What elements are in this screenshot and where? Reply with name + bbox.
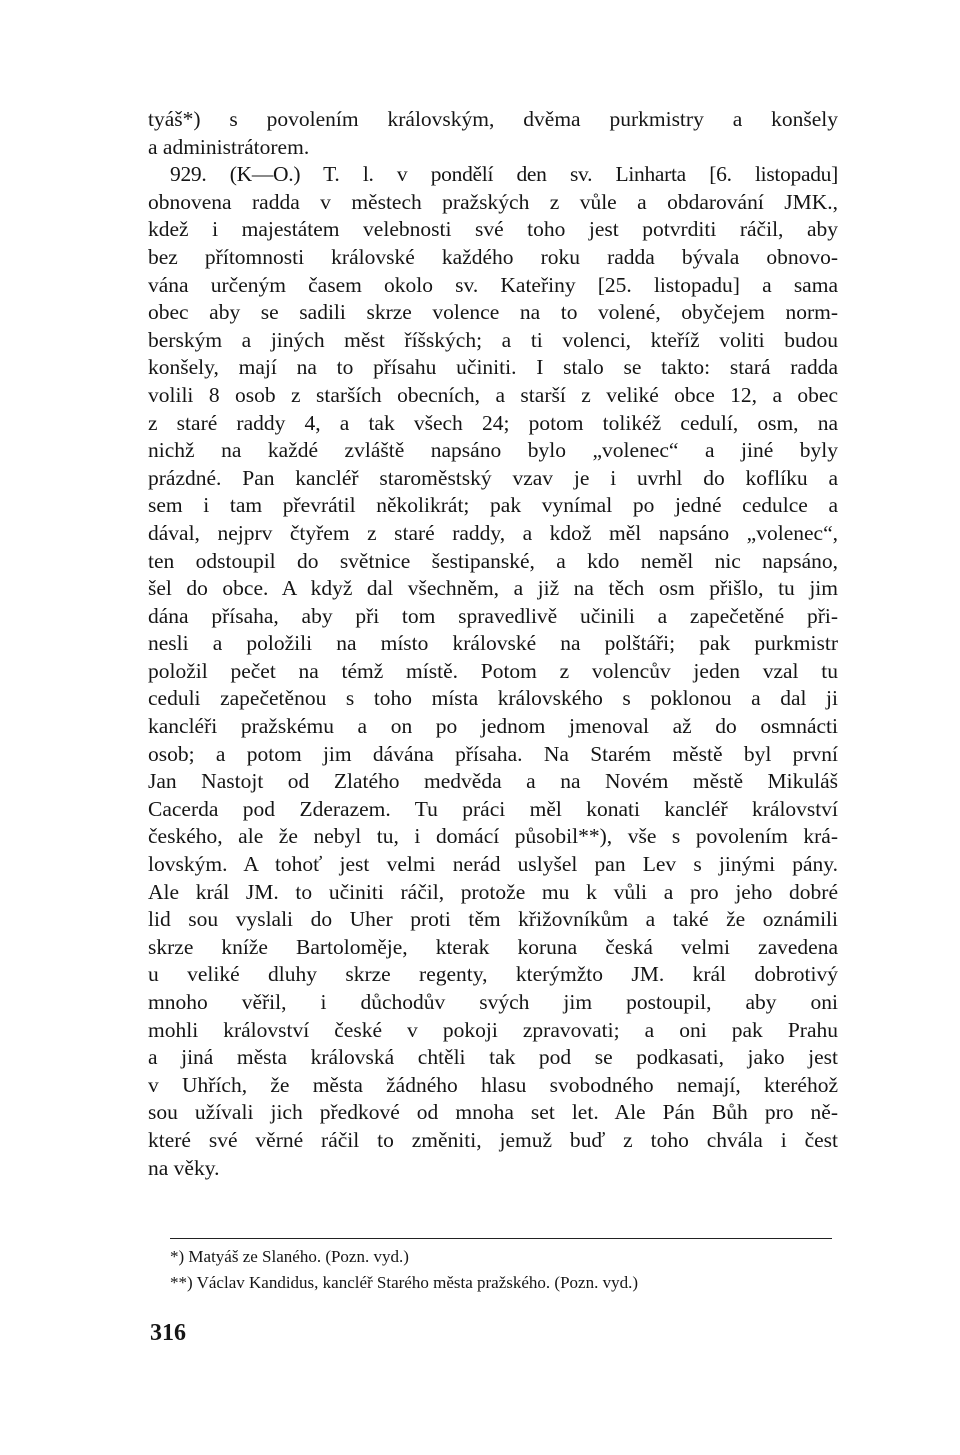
text-line: Ale král JM. to učiniti ráčil, protože mu k vůli a pro jeho dobré xyxy=(148,879,838,904)
text-line: dával, nejprv čtyřem z staré raddy, a kdož měl napsáno „volenec“, xyxy=(148,520,838,545)
text-line: kdež i majestátem velebnosti své toho jest potvrditi ráčil, aby xyxy=(148,217,838,242)
footnote-divider xyxy=(170,1238,832,1239)
text-line: sem i tam převrátil několikrát; pak vynímal po jedné cedulce a xyxy=(148,493,838,518)
text-line: konšely, mají na to přísahu učiniti. I stalo se takto: stará radda xyxy=(148,355,838,380)
text-line: nesli a položili na místo královské na polštáři; pak purkmistr xyxy=(148,631,838,656)
text-line: berským a jiných měst říšských; a ti volenci, kteříž voliti budou xyxy=(148,327,838,352)
text-line: ten odstoupil do světnice šestipanské, a kdo neměl nic napsáno, xyxy=(148,548,838,573)
text-line: které své věrné ráčil to změniti, jemuž buď z toho chvála i čest xyxy=(148,1127,838,1152)
text-line: bez přítomnosti královské každého roku radda bývala obnovo- xyxy=(148,244,838,269)
text-line: ceduli zapečetěnou s toho místa královského s poklonou a dal ji xyxy=(148,686,838,711)
text-line: kancléři pražskému a on po jednom jmenoval až do osmnácti xyxy=(148,714,838,739)
text-line: osob; a potom jim dávána přísaha. Na Starém městě byl první xyxy=(148,741,838,766)
text-line: z staré raddy 4, a tak všech 24; potom tolikéž cedulí, osm, na xyxy=(148,410,838,435)
text-line: českého, ale že nebyl tu, i domácí působil**), vše s povolením krá- xyxy=(148,824,838,849)
text-line: vána určeným časem okolo sv. Kateřiny [25. listopadu] a sama xyxy=(148,272,838,297)
text-line: dána přísaha, aby při tom spravedlivě učinili a zapečetěné při- xyxy=(148,603,838,628)
text-line: v Uhřích, že města žádného hlasu svobodného nemají, kteréhož xyxy=(148,1072,838,1097)
text-line: nichž na každé zvláště napsáno bylo „volenec“ a jiné byly xyxy=(148,438,838,463)
text-line: obec aby se sadili skrze volence na to volené, obyčejem norm- xyxy=(148,300,838,325)
text-line: tyáš*) s povolením královským, dvěma purkmistry a konšely xyxy=(148,107,838,131)
body-text xyxy=(148,106,838,1182)
text-line: mohli království české v pokoji zpravovati; a oni pak Prahu xyxy=(148,1017,838,1042)
text-line: lovským. A tohoť jest velmi nerád uslyšel pan Lev s jinými pány. xyxy=(148,852,838,877)
page-number: 316 xyxy=(150,1320,186,1346)
text-line: Jan Nastojt od Zlatého medvěda a na Novém městě Mikuláš xyxy=(148,769,838,794)
text-line: lid sou vyslali do Uher proti těm křižovníkům a také že oznámili xyxy=(148,907,838,932)
text-line: 929. (K—O.) T. l. v pondělí den sv. Linharta [6. listopadu] xyxy=(170,162,838,187)
text-line: sou užívali jich předkové od mnoha set let. Ale Pán Bůh pro ně- xyxy=(148,1100,838,1125)
footnote: *) Matyáš ze Slaného. (Pozn. vyd.) xyxy=(170,1247,409,1266)
text-line: položil pečet na témž místě. Potom z volencův jeden vzal tu xyxy=(148,658,838,683)
text-line: na věky. xyxy=(148,1155,220,1180)
text-line: prázdné. Pan kancléř staroměstský vzav je i uvrhl do koflíku a xyxy=(148,465,838,490)
text-line: skrze kníže Bartoloměje, kterak koruna česká velmi zavedena xyxy=(148,934,838,959)
text-line: a jiná města královská chtěli tak pod se podkasati, jako jest xyxy=(148,1045,838,1070)
text-line: volili 8 osob z starších obecních, a starší z veliké obce 12, a obec xyxy=(148,382,838,407)
text-line: Cacerda pod Zderazem. Tu práci měl konati kancléř království xyxy=(148,796,838,821)
text-line: u veliké dluhy skrze regenty, kterýmžto JM. král dobrotivý xyxy=(148,962,838,987)
footnote: **) Václav Kandidus, kancléř Starého města pražského. (Pozn. vyd.) xyxy=(170,1273,638,1292)
text-line: a administrátorem. xyxy=(148,134,310,159)
text-line: obnovena radda v městech pražských z vůle a obdarování JMK., xyxy=(148,189,838,214)
text-line: mnoho věřil, i důchodův svých jim postoupil, aby oni xyxy=(148,990,838,1014)
text-line: šel do obce. A když dal všechněm, a již na těch osm přišlo, tu jim xyxy=(148,576,838,601)
footnotes xyxy=(170,1244,840,1296)
